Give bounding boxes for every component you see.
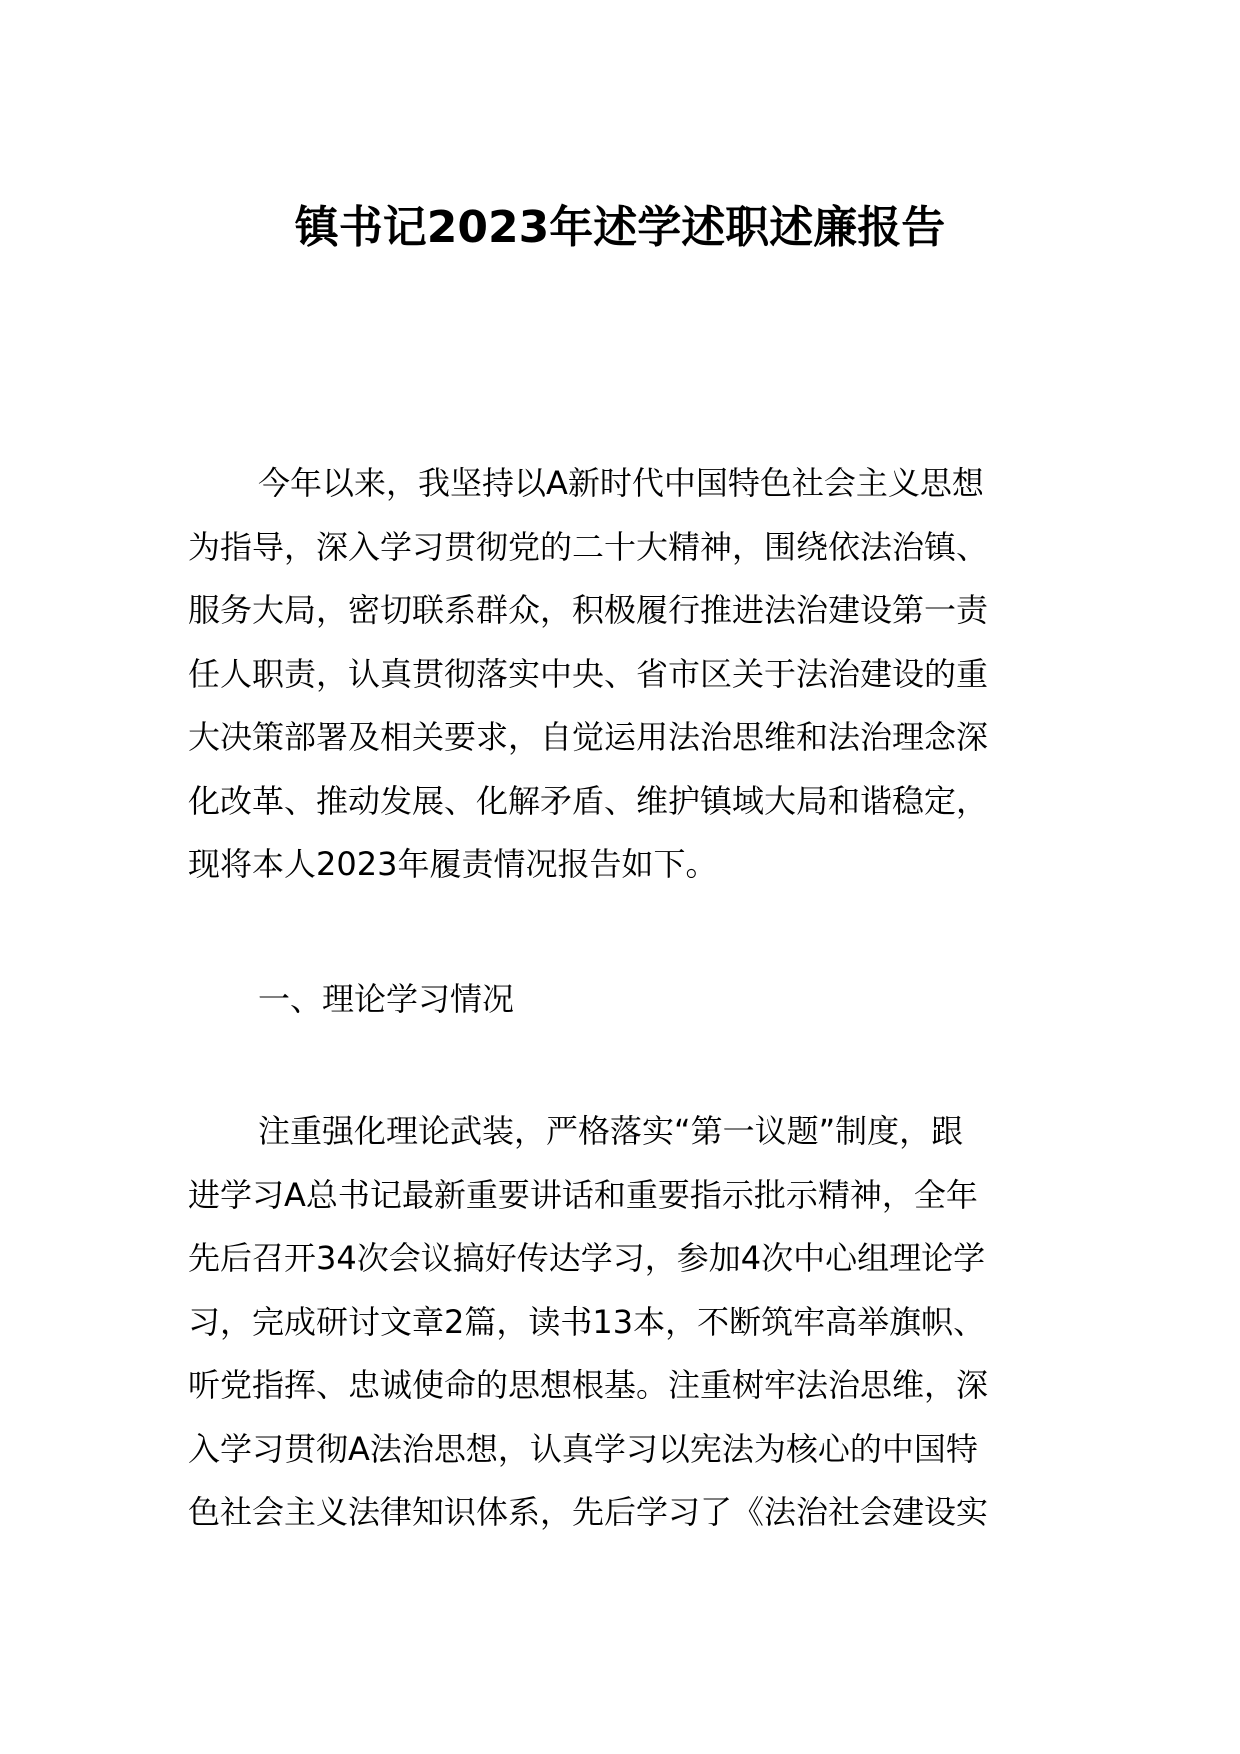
document-title: 镇书记2023年述学述职述廉报告 [294, 202, 946, 253]
paragraph-line: 听党指挥、忠诚使命的思想根基。注重树牢法治思维，深 [188, 1366, 989, 1404]
intro-paragraph [188, 452, 1058, 897]
paragraph-line: 先后召开34次会议搞好传达学习，参加4次中心组理论学 [188, 1239, 986, 1277]
paragraph-line: 服务大局，密切联系群众，积极履行推进法治建设第一责 [188, 591, 989, 629]
paragraph-line: 现将本人2023年履责情况报告如下。 [188, 845, 718, 883]
paragraph-line: 任人职责，认真贯彻落实中央、省市区关于法治建设的重 [188, 654, 989, 693]
paragraph-line: 入学习贯彻A法治思想，认真学习以宪法为核心的中国特 [188, 1429, 978, 1468]
paragraph-line: 为指导，深入学习贯彻党的二十大精神，围绕依法治镇、 [188, 527, 989, 566]
paragraph-line: 注重强化理论武装，严格落实“第一议题”制度，跟 [258, 1112, 964, 1150]
paragraph-line: 化改革、推动发展、化解矛盾、维护镇域大局和谐稳定， [188, 781, 989, 820]
paragraph-line: 习，完成研讨文章2篇，读书13本，不断筑牢高举旗帜、 [188, 1302, 986, 1341]
paragraph-line: 进学习A总书记最新重要讲话和重要指示批示精神，全年 [188, 1175, 978, 1214]
theory-study-paragraph [188, 1100, 1058, 1545]
section-heading: 一、理论学习情况 [258, 980, 515, 1018]
paragraph-line: 今年以来，我坚持以A新时代中国特色社会主义思想 [258, 464, 984, 502]
paragraph-line: 大决策部署及相关要求，自觉运用法治思维和法治理念深 [188, 718, 989, 756]
paragraph-line: 色社会主义法律知识体系，先后学习了《法治社会建设实 [188, 1493, 989, 1531]
